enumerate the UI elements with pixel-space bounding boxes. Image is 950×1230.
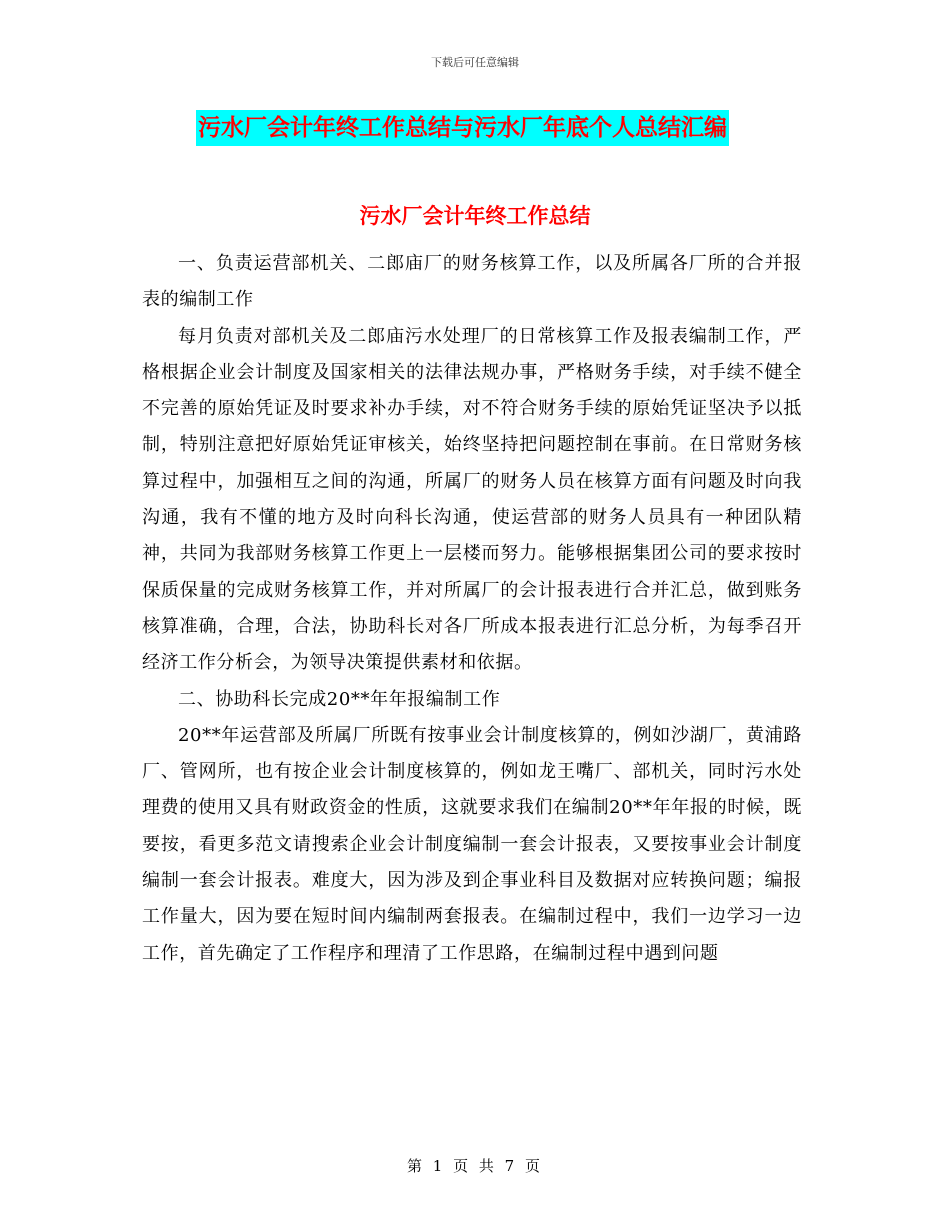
paragraph-body-1: 每月负责对部机关及二郎庙污水处理厂的日常核算工作及报表编制工作，严格根据企业会计制度及国家相关的法律法规办事，严格财务手续，对手续不健全不完善的原始凭证及时要求补办手续，对不符合财务手续的原始凭证坚决予以抵制，特别注意把好原始凭证审核关，始终坚持把问题控制在事前。在日常财务核算过程中，加强相互之间的沟通，所属厂的财务人员在核算方面有问题及时向我沟通，我有不懂的地方及时向科长沟通，使运营部的财务人员具有一种团队精神，共同为我部财务核算工作更上一层楼而努力。能够根据集团公司的要求按时保质保量的完成财务核算工作，并对所属厂的会计报表进行合并汇总，做到账务核算准确，合理，合法，协助科长对各厂所成本报表进行汇总分析，为每季召开经济工作分析会，为领导决策提供素材和依据。 [142, 325, 802, 674]
section-title: 污水厂会计年终工作总结 [359, 204, 591, 228]
paragraph-heading-1: 一、负责运营部机关、二郎庙厂的财务核算工作，以及所属各厂所的合并报表的编制工作 [142, 253, 802, 311]
document-body [142, 246, 802, 972]
document-title: 污水厂会计年终工作总结与污水厂年底个人总结汇编 [196, 110, 729, 146]
header-note: 下载后可任意编辑 [431, 56, 519, 69]
paragraph-body-2: 20**年运营部及所属厂所既有按事业会计制度核算的，例如沙湖厂，黄浦路厂、管网所，也有按企业会计制度核算的，例如龙王嘴厂、部机关，同时污水处理费的使用又具有财政资金的性质，这就要求我们在编制20**年年报的时候，既要按，看更多范文请搜索企业会计制度编制一套会计报表，又要按事业会计制度编制一套会计报表。难度大，因为涉及到企事业科目及数据对应转换问题；编报工作量大，因为要在短时间内编制两套报表。在编制过程中，我们一边学习一边工作，首先确定了工作程序和理清了工作思路，在编制过程中遇到问题 [142, 724, 802, 964]
page-number: 第 1 页 共 7 页 [407, 1157, 543, 1175]
paragraph-heading-2: 二、协助科长完成20**年年报编制工作 [178, 688, 501, 710]
